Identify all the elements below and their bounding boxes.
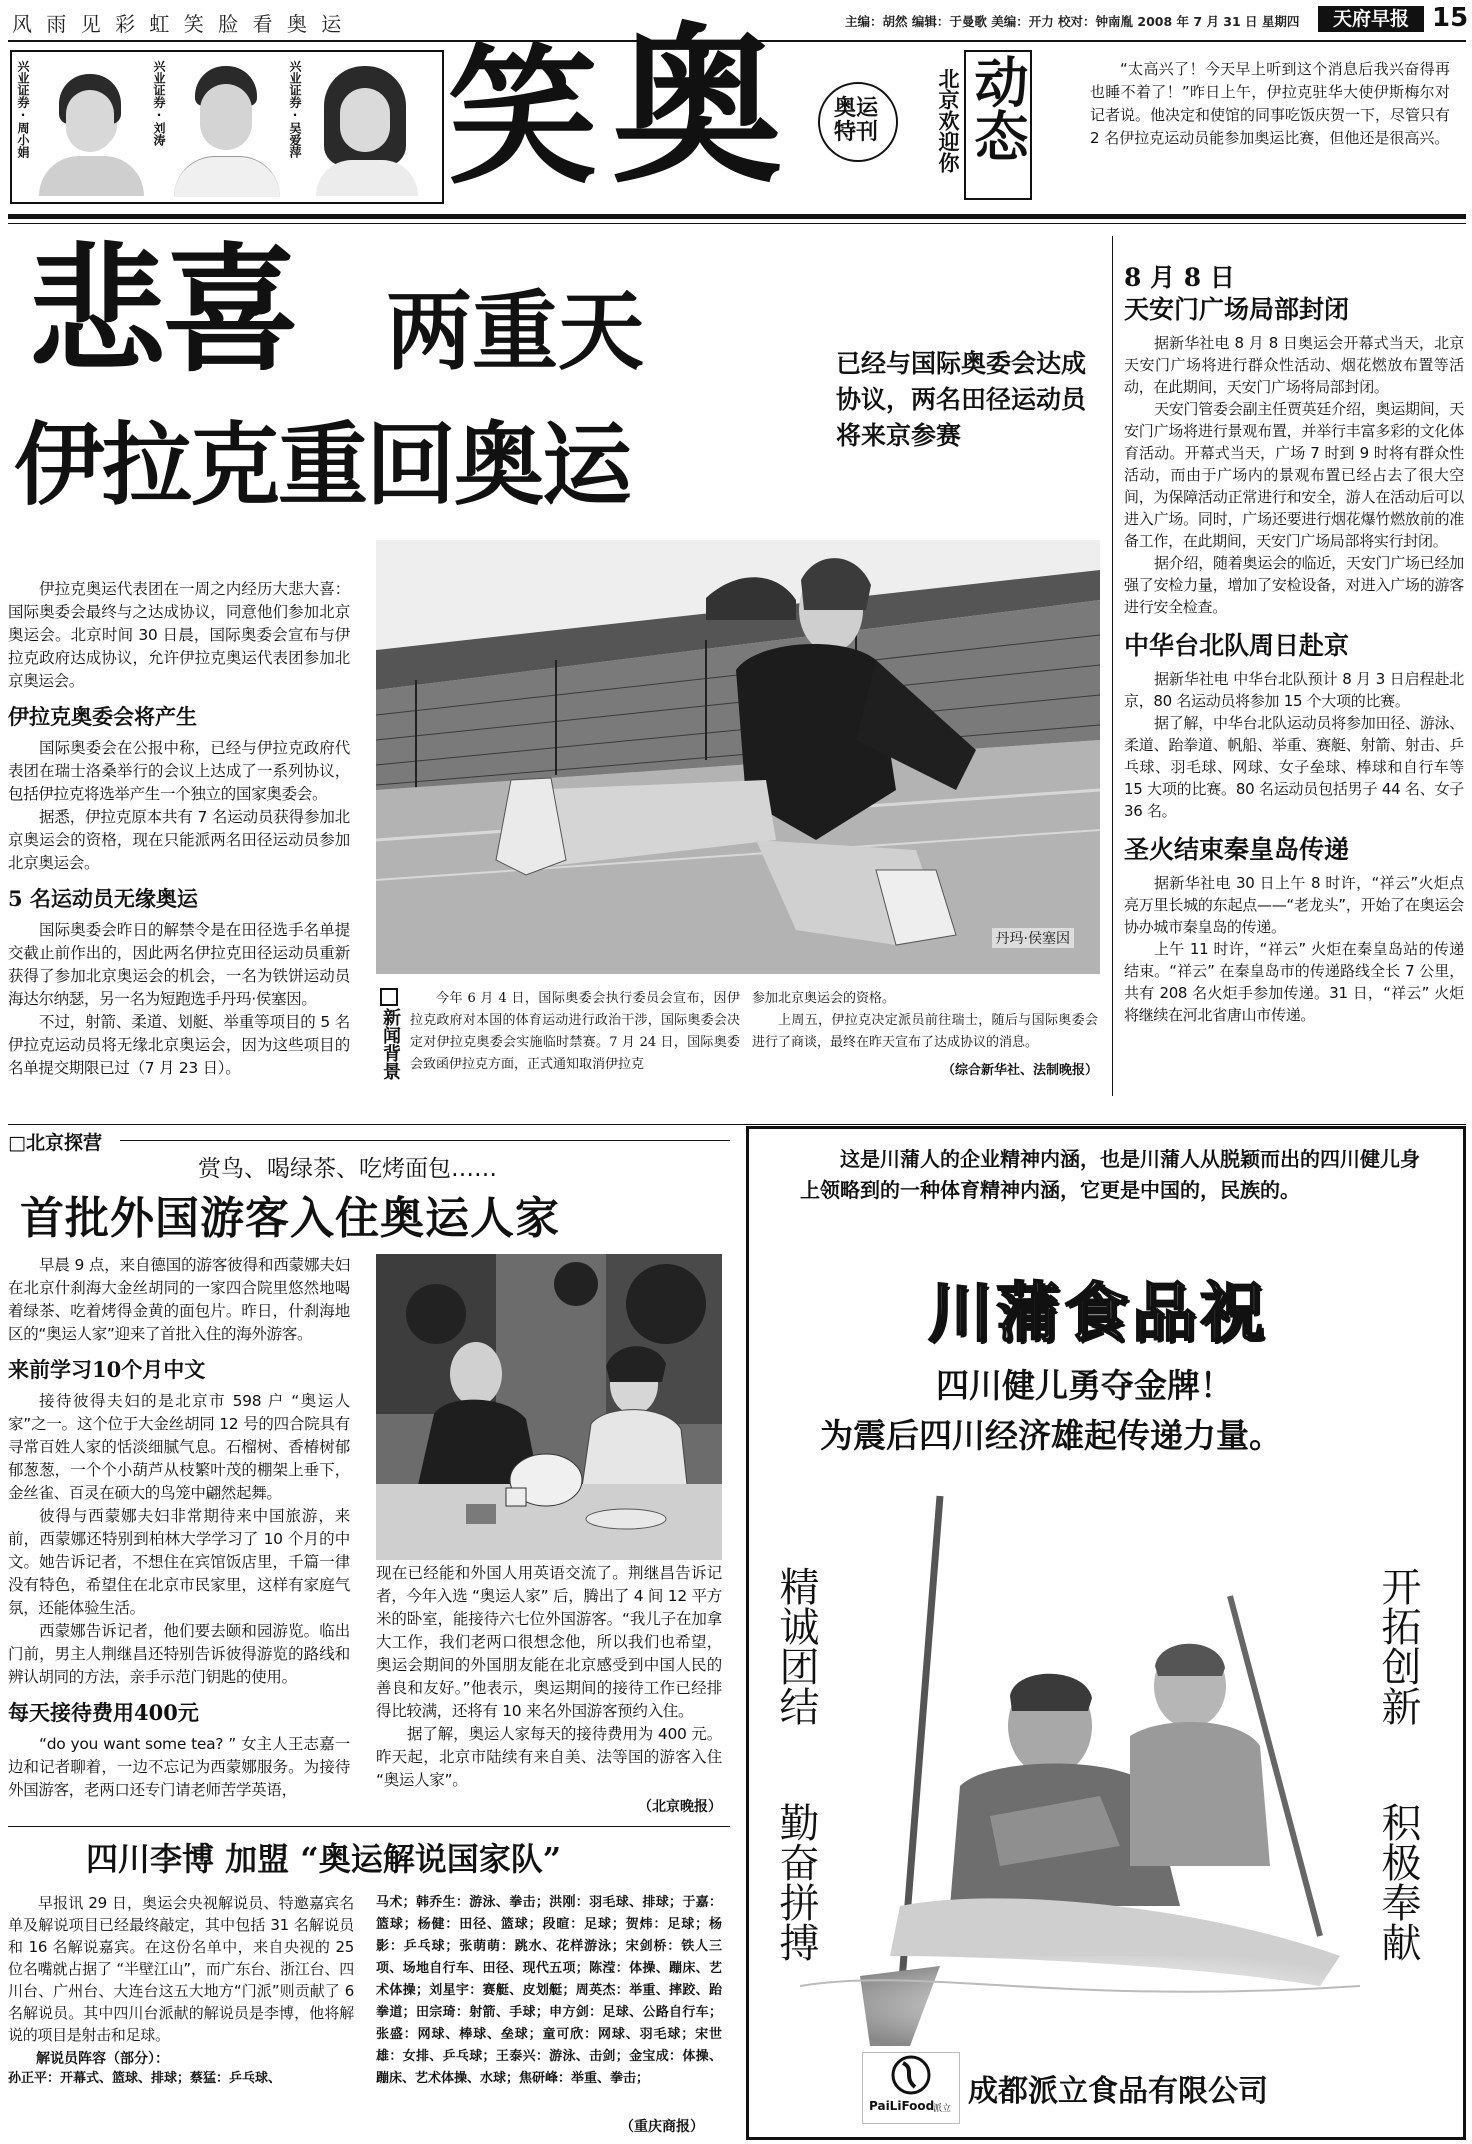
tanying-source: （北京晚报） bbox=[638, 1799, 722, 1815]
lead-photo bbox=[376, 540, 1100, 974]
libo-list-column: 马术；韩乔生：游泳、拳击；洪刚：羽毛球、排球；于嘉：篮球；杨健：田径、篮球；段暄：足球；贺炜：足球；杨影：乒乓球；张萌萌：跳水、花样游泳；宋剑桥：铁人三项、场地自行车、田径、现代五项；陈滢：体操、蹦床、艺术体操；刘星宇：赛艇、皮划艇；周英杰：举重、摔跤、跆拳道；田宗琦：射箭、手球；申方剑：足球、公路自行车；张盛：网球、棒球、垒球；童可欣：网球、羽毛球；宋世雄：女排、乒乓球；王泰兴：游泳、击剑；金宝成：体操、蹦床、艺术体操、水球；焦研峰：举重、拳击； bbox=[376, 1895, 722, 2086]
advert-slogan-right-1: 开拓创新 bbox=[1375, 1566, 1421, 1726]
background-source: （综合新华社、法制晚报） bbox=[941, 1063, 1098, 1078]
tanying-paragraph: 彼得与西蒙娜夫妇非常期待来中国旅游，来前，西蒙娜还特别到柏林大学学习了 10 个月的中文。她告诉记者，不想住在宾馆饭店里，千篇一律没有特色，希望住在北京市民家里，这样有家庭气氛，还能体验生活。 bbox=[8, 1507, 350, 1617]
tanying-kicker: 赏鸟、喝绿茶、吃烤面包…… bbox=[198, 1156, 497, 1182]
advert-brand: 川蒲食品祝 bbox=[928, 1277, 1268, 1351]
dongtai-label: 动态 bbox=[966, 54, 1030, 162]
libo-headline: 四川李博 加盟 “奥运解说国家队” bbox=[86, 1840, 562, 1878]
advert-logo-text: PaiLiFood bbox=[869, 2099, 935, 2113]
section-divider bbox=[8, 1124, 1466, 1125]
lead-paragraph: 国际奥委会昨日的解禁令是在田径选手名单提交截止前作出的，因此两名伊拉克田径运动员重新获得了参加北京奥运会的机会，一名为铁饼运动员海达尔纳瑟，另一名为短跑选手丹玛·侯塞因。 bbox=[8, 921, 350, 1008]
right-column bbox=[1124, 262, 1464, 1026]
tanying-photo-scene bbox=[376, 1254, 722, 1560]
right-date: 8 月 8 日 bbox=[1124, 263, 1235, 292]
libo-list-first: 孙正平：开幕式、篮球、排球；蔡猛：乒乓球、 bbox=[8, 2071, 282, 2086]
advert-logo-sub: 派立 bbox=[933, 2104, 952, 2114]
lead-photo-caption: 丹玛·侯塞因 bbox=[992, 928, 1074, 948]
lead-paragraph: 不过，射箭、柔道、划艇、举重等项目的 5 名伊拉克运动员将无缘北京奥运会，因为这些项目的名单提交期限已过（7 月 23 日）。 bbox=[8, 1013, 350, 1077]
libo-list-label: 解说员阵容（部分）： bbox=[36, 2051, 169, 2067]
right-paragraph: 据了解，中华台北队运动员将参加田径、游泳、柔道、跆拳道、帆船、举重、赛艇、射箭、射击、乒乓球、羽毛球、网球、女子垒球、棒球和自行车等 15 大项的比赛。80 名运动员包括男子 44 名、女子 36 名。 bbox=[1124, 714, 1464, 820]
background-col2 bbox=[752, 988, 1098, 1082]
background-col2-line: 参加北京奥运会的资格。 bbox=[752, 991, 896, 1006]
advert-slogan-left-2: 勤奋拼搏 bbox=[773, 1802, 819, 1962]
background-checkbox bbox=[380, 988, 398, 1006]
tanying-paragraph: 早晨 9 点，来自德国的游客彼得和西蒙娜夫妇在北京什刹海大金丝胡同的一家四合院里悠然地喝着绿茶、吃着烤得金黄的面包片。昨日，什刹海地区的“奥运人家”迎来了首批入住的海外游客。 bbox=[8, 1256, 350, 1343]
tanying-paragraph: “do you want some tea? ” 女主人王志嘉一边和记者聊着，一边不忘记为西蒙娜服务。为接待外国游客，老两口还专门请老师苦学英语， bbox=[8, 1735, 350, 1799]
masthead-title-xiao: 笑 bbox=[448, 29, 593, 205]
portrait-shoulders bbox=[39, 156, 144, 196]
page-number: 15 bbox=[1432, 3, 1469, 33]
libo-paragraph: 早报讯 29 日，奥运会央视解说员、特邀嘉宾名单及解说项目已经最终敲定，其中包括 31 名解说员和 16 名解说嘉宾。在这份名单中，来自央视的 25 位名嘴就占据了 “半壁江山”，而广东台、浙江台、四川台、广州台、大连台这五大地方“门派”则贡献了 6 名解说员。其中四川台派献的解说员是李博，他将解说的项目是射击和足球。 bbox=[8, 1894, 354, 2044]
portrait-photo bbox=[170, 56, 282, 196]
right-headline-1: 天安门广场局部封闭 bbox=[1124, 295, 1350, 324]
advert-vertical-right bbox=[1376, 1566, 1420, 2026]
tanying-section-label: □北京探营 bbox=[8, 1132, 102, 1154]
special-edition-label: 奥运特刊 bbox=[833, 95, 878, 145]
paper-name: 天府早报 bbox=[1318, 6, 1424, 32]
portraits bbox=[16, 56, 436, 196]
masthead-credits: 主编：胡然 编辑：于曼歌 美编：开力 校对：钟南胤 2008 年 7 月 31 日 星期四 bbox=[845, 14, 1300, 29]
portrait-photo bbox=[34, 56, 146, 196]
advert-line-1: 四川健儿勇夺金牌！ bbox=[936, 1366, 1233, 1405]
right-paragraph: 据新华社电 8 月 8 日奥运会开幕式当天，北京天安门广场将进行群众性活动、烟花燃放布置等活动，在此期间，天安门广场将局部封闭。 bbox=[1124, 334, 1464, 396]
advert-company: 成都派立食品有限公司 bbox=[968, 2074, 1268, 2109]
right-headline-3: 圣火结束秦皇岛传递 bbox=[1124, 835, 1350, 864]
portrait-face bbox=[340, 88, 390, 152]
lead-deck: 已经与国际奥委会达成协议，两名田径运动员将来京参赛 bbox=[836, 349, 1087, 450]
advert-slogan-right-2: 积极奉献 bbox=[1375, 1802, 1421, 1962]
masthead-title-ao: 奥 bbox=[612, 7, 783, 207]
libo-source: （重庆商报） bbox=[620, 2119, 704, 2135]
portrait-face bbox=[66, 90, 114, 152]
tanying-paragraph: 现在已经能和外国人用英语交流了。荆继昌告诉记者，今年入选 “奥运人家” 后，腾出了 4 间 12 平方米的卧室，能接待六七位外国游客。“我儿子在加拿大工作，我们老两口很想念他，所以我们也希望，奥运会期间的外国朋友能在北京感受到中国人民的善良和友好。”他表示，奥运期间的接待工作已经排得比较满，还将有 10 来名外国游客预约入住。 bbox=[376, 1564, 722, 1720]
libo-left-column bbox=[8, 1892, 354, 2090]
tanying-subhead-2: 每天接待费用400元 bbox=[8, 1700, 199, 1725]
advert-intro: 这是川蒲人的企业精神内涵，也是川蒲人从脱颖而出的四川健儿身上领略到的一种体育精神内涵，它更是中国的，民族的。 bbox=[800, 1147, 1420, 1202]
masthead-bottom-rule-thin bbox=[8, 223, 1466, 224]
masthead-bottom-rule bbox=[8, 214, 1466, 219]
right-headline-2: 中华台北队周日赴京 bbox=[1124, 631, 1350, 660]
right-paragraph: 天安门管委会副主任贾英廷介绍，奥运期间，天安门广场将进行景观布置，并举行丰富多彩的文化体育活动。开幕式当天，广场 7 时到 9 时将有群众性活动，而由于广场内的景观布置已经占去了很大空间，为保障活动正常进行和安全，游人在活动后可以进入广场。同时，广场还要进行烟花爆竹燃放前的准备工作，在此期间，天安门广场局部将实行封闭。 bbox=[1124, 400, 1464, 550]
right-paragraph: 据新华社电 中华台北队预计 8 月 3 日启程赴北京，80 名运动员将参加 15 个大项的比赛。 bbox=[1124, 670, 1464, 710]
tanying-subhead-1: 来前学习10个月中文 bbox=[8, 1357, 206, 1382]
tanying-paragraph: 接待彼得夫妇的是北京市 598 户 “奥运人家”之一。这个位于大金丝胡同 12 号的四合院具有寻常百姓人家的恬淡细腻气息。石榴树、香椿树郁郁葱葱，一个个小葫芦从枝繁叶茂的棚架上垂下，金丝雀、百灵在硕大的鸟笼中翩然起舞。 bbox=[8, 1392, 350, 1502]
advert-logo bbox=[862, 2052, 960, 2124]
lead-paragraph: 国际奥委会在公报中称，已经与伊拉克政府代表团在瑞士洛桑举行的会议上达成了一系列协议，包括伊拉克将选举产生一个独立的国家奥委会。 bbox=[8, 739, 350, 803]
portrait-face bbox=[200, 84, 252, 150]
advert-photo bbox=[800, 1486, 1360, 2046]
beijing-welcome: 北京欢迎你 bbox=[936, 68, 960, 173]
lead-headline-2: 伊拉克重回奥运 bbox=[14, 413, 630, 518]
lead-headline-big: 悲喜 bbox=[28, 230, 297, 391]
tanying-paragraph: 西蒙娜告诉记者，他们要去颐和园游览。临出门前，男主人荆继昌还特别告诉彼得游览的路线和辨认胡同的方法，亲手示范门钥匙的使用。 bbox=[8, 1622, 350, 1686]
right-paragraph: 据介绍，随着奥运会的临近，天安门广场已经加强了安检力量，增加了安检设备，对进入广场的游客进行安全检查。 bbox=[1124, 554, 1464, 616]
right-col-divider bbox=[1112, 236, 1113, 1096]
libo-top-rule bbox=[8, 1826, 730, 1827]
tanying-paragraph: 据了解，奥运人家每天的接待费用为 400 元。昨天起，北京市陆续有来自美、法等国的游客入住 “奥运人家”。 bbox=[376, 1725, 722, 1789]
advert-vertical-left bbox=[774, 1566, 818, 2026]
lead-subhead-1: 伊拉克奥委会将产生 bbox=[8, 704, 197, 729]
lead-intro: 伊拉克奥运代表团在一周之内经历大悲大喜：国际奥委会最终与之达成协议，同意他们参加北京奥运会。北京时间 30 日晨，国际奥委会宣布与伊拉克政府达成协议，允许伊拉克奥运代表团参加北京奥运会。 bbox=[8, 580, 350, 690]
portrait-caption: 兴业证券·吴爱萍 bbox=[288, 60, 302, 158]
tanying-right-column bbox=[376, 1562, 722, 1816]
lead-headline-small: 两重天 bbox=[386, 282, 644, 382]
portrait-caption: 兴业证券·刘涛 bbox=[152, 60, 166, 146]
right-paragraph: 据新华社电 30 日上午 8 时许，“祥云”火炬点亮万里长城的东起点——“老龙头”，开始了在奥运会协办城市秦皇岛的传递。 bbox=[1124, 874, 1464, 936]
background-label: 新闻背景 bbox=[380, 1008, 401, 1080]
tanying-left-column bbox=[8, 1254, 350, 1802]
masthead-quote: “太高兴了！今天早上听到这个消息后我兴奋得再也睡不着了！”昨日上午，伊拉克驻华大使伊斯梅尔对记者说。他决定和使馆的同事吃饭庆贺一下，尽管只有 2 名伊拉克运动员能参加奥运比赛，但他还是很高兴。 bbox=[1090, 60, 1451, 147]
tanying-photo bbox=[376, 1254, 722, 1560]
lead-subhead-2: 5 名运动员无缘奥运 bbox=[8, 886, 198, 911]
portrait-photo bbox=[306, 56, 426, 196]
portrait-shoulders bbox=[316, 160, 418, 196]
lead-paragraph: 据悉，伊拉克原本共有 7 名运动员获得参加北京奥运会的资格，现在只能派两名田径运动员参加北京奥运会。 bbox=[8, 808, 350, 872]
advert-line-2: 为震后四川经济雄起传递力量。 bbox=[820, 1416, 1282, 1455]
tanying-headline: 首批外国游客入住奥运人家 bbox=[20, 1193, 560, 1244]
right-paragraph: 上午 11 时许，“祥云” 火炬在秦皇岛站的传递结束。“祥云” 在秦皇岛市的传递路线全长 7 公里，共有 208 名火炬手参加传递。31 日，“祥云” 火炬将继续在河北省唐山市传递。 bbox=[1124, 940, 1464, 1024]
portrait-caption: 兴业证券·周小娟 bbox=[16, 60, 30, 158]
background-col2-para: 上周五，伊拉克决定派员前往瑞士，随后与国际奥委会进行了商谈，最终在昨天宣布了达成协议的消息。 bbox=[752, 1013, 1098, 1050]
lead-photo-scene bbox=[376, 540, 1100, 974]
tanying-label-rule bbox=[120, 1140, 730, 1141]
lead-left-column bbox=[8, 578, 350, 1080]
advert-photo-scene bbox=[800, 1486, 1360, 2046]
advert-slogan-left-1: 精诚团结 bbox=[773, 1566, 819, 1726]
portrait-shoulders bbox=[174, 156, 280, 197]
background-col1: 今年 6 月 4 日，国际奥委会执行委员会宣布，因伊拉克政府对本国的体育运动进行政治干涉，国际奥委会决定对伊拉克奥委会实施临时禁赛。7 月 24 日，国际奥委会致函伊拉克方面，正式通知取消伊拉克 bbox=[410, 991, 740, 1072]
masthead-slogan: 风 雨 见 彩 虹 笑 脸 看 奥 运 bbox=[12, 12, 346, 36]
advert-logo-icon bbox=[863, 2053, 959, 2099]
